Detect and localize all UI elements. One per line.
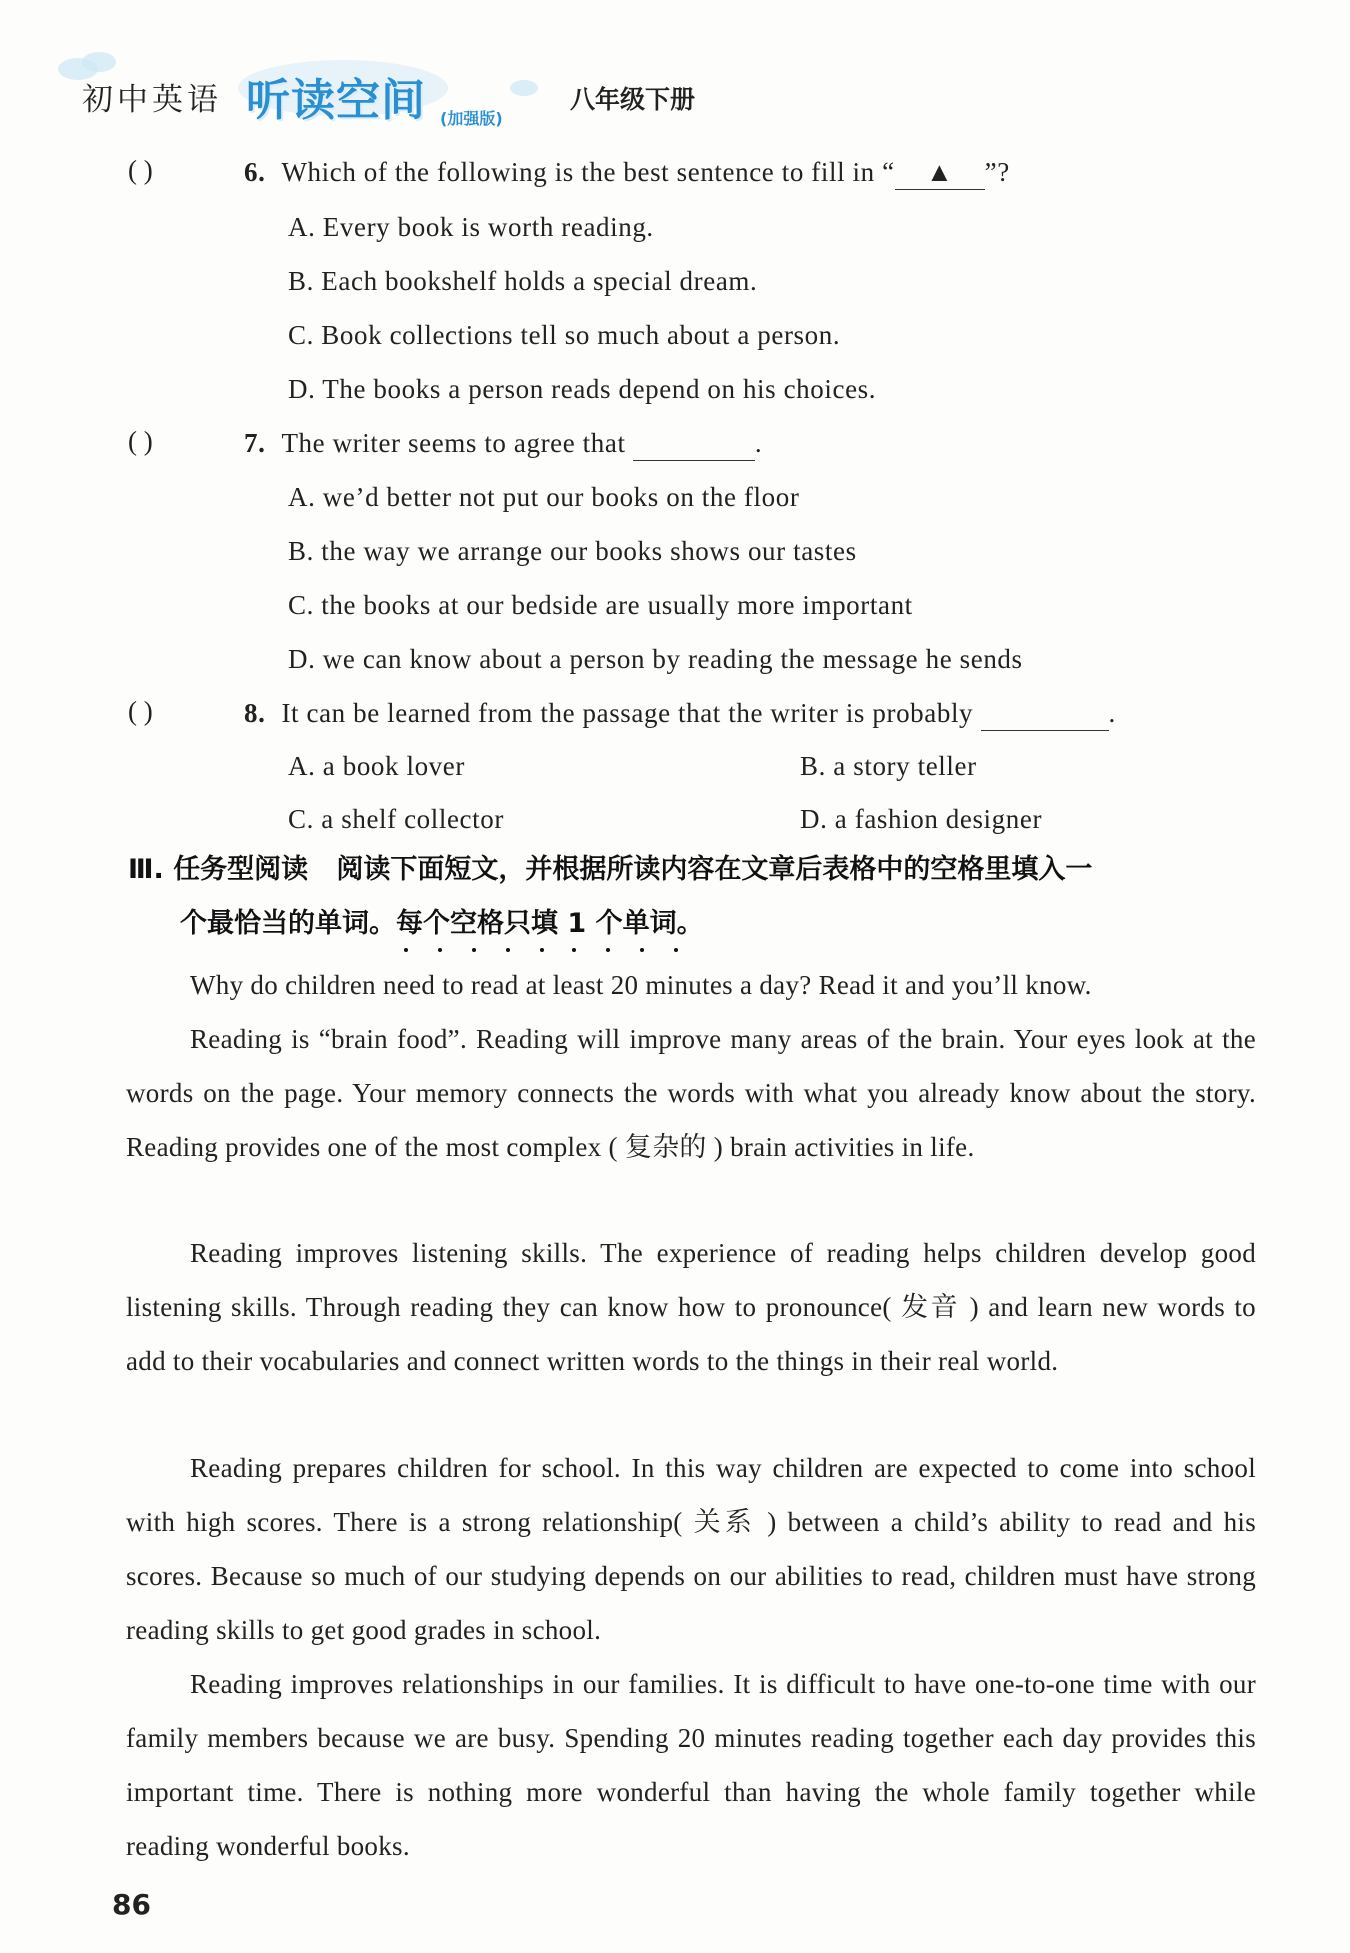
section-instruction-line-2	[180, 907, 704, 941]
question-text-end: ”?	[984, 157, 1010, 187]
question-stem	[244, 696, 1116, 731]
section-numeral: Ⅲ.	[128, 854, 164, 885]
emphasis-dot	[404, 948, 408, 952]
answer-bracket[interactable]: ( )	[128, 155, 153, 185]
option-d: D. we can know about a person by reading the message he sends	[288, 644, 1023, 674]
passage-paragraph-5: Reading improves relationships in our families. It is difficult to have one-to-one time with our family members because we are busy. Spending 20 minutes reading together each day provides this important time. There is nothing more wonderful than having the whole family together while reading wonderful books.	[126, 1669, 1256, 1861]
option-b: B. the way we arrange our books shows our tastes	[288, 536, 857, 566]
emphasized-text: 每个空格只填 1 个单词	[396, 908, 677, 939]
question-stem	[244, 155, 1010, 190]
section-instruction-end: 。	[676, 908, 704, 939]
question-text: The writer seems to agree that	[281, 428, 626, 458]
answer-bracket[interactable]: ( )	[128, 696, 153, 726]
option-a: A. we’d better not put our books on the floor	[288, 482, 800, 512]
answer-blank	[633, 426, 755, 461]
option-b: B. a story teller	[800, 751, 977, 781]
question-number: 6.	[244, 157, 266, 187]
option-c: C. a shelf collector	[288, 804, 504, 834]
passage-paragraph-1: Why do children need to read at least 20 minutes a day? Read it and you’ll know.	[190, 970, 1092, 1000]
emphasized-instruction	[396, 908, 677, 939]
emphasis-dot	[472, 948, 476, 952]
question-number: 8.	[244, 698, 266, 728]
section-title: 任务型阅读	[173, 854, 309, 885]
answer-blank: ▲	[895, 155, 985, 190]
option-c: C. Book collections tell so much about a person.	[288, 320, 841, 350]
question-stem	[244, 426, 762, 461]
option-d: D. a fashion designer	[800, 804, 1043, 834]
answer-blank	[981, 696, 1109, 731]
page-number: 86	[112, 1888, 151, 1921]
option-a: A. Every book is worth reading.	[288, 212, 654, 242]
cloud-decoration	[82, 52, 116, 72]
emphasis-dot	[506, 948, 510, 952]
emphasis-dot	[540, 948, 544, 952]
question-number: 7.	[244, 428, 266, 458]
question-text-end: .	[1108, 698, 1116, 728]
section-instruction: 阅读下面短文，并根据所读内容在文章后表格中的空格里填入一	[336, 854, 1093, 885]
emphasis-dot	[438, 948, 442, 952]
edition-label: (加强版)	[440, 109, 503, 128]
passage-paragraph-4: Reading prepares children for school. In this way children are expected to come into school with high scores. There is a strong relationship( 关系 ) between a child’s ability to read and his scores. Because so much of our studying depends on our abilities to read, children must have strong reading skills to get good grades in school.	[126, 1453, 1256, 1645]
answer-bracket[interactable]: ( )	[128, 426, 153, 456]
series-title: 初中英语	[82, 82, 222, 118]
grade-label: 八年级下册	[570, 85, 696, 114]
emphasis-dot	[606, 948, 610, 952]
option-c: C. the books at our bedside are usually more important	[288, 590, 913, 620]
cloud-decoration	[510, 80, 538, 96]
option-a: A. a book lover	[288, 751, 465, 781]
question-text: Which of the following is the best sentence to fill in “	[281, 157, 895, 187]
section-heading	[128, 853, 1092, 887]
emphasis-dot	[640, 948, 644, 952]
option-b: B. Each bookshelf holds a special dream.	[288, 266, 758, 296]
page-header	[58, 58, 778, 138]
section-instruction: 个最恰当的单词。	[180, 908, 396, 939]
question-text-end: .	[754, 428, 763, 458]
emphasis-dot	[572, 948, 576, 952]
brand-logo-text: 听读空间	[246, 75, 426, 126]
emphasis-dot	[674, 948, 678, 952]
option-d: D. The books a person reads depend on his choices.	[288, 374, 877, 404]
passage-paragraph-2: Reading is “brain food”. Reading will improve many areas of the brain. Your eyes look at the words on the page. Your memory connects the words with what you already know about the story. Reading provides one of the most complex ( 复杂的 ) brain activities in life.	[126, 1024, 1256, 1162]
question-text: It can be learned from the passage that the writer is probably	[281, 698, 974, 728]
passage-paragraph-3: Reading improves listening skills. The experience of reading helps children develop good listening skills. Through reading they can know how to pronounce( 发音 ) and learn new words to add to their vocabularies and connect written words to the things in their real world.	[126, 1238, 1256, 1376]
